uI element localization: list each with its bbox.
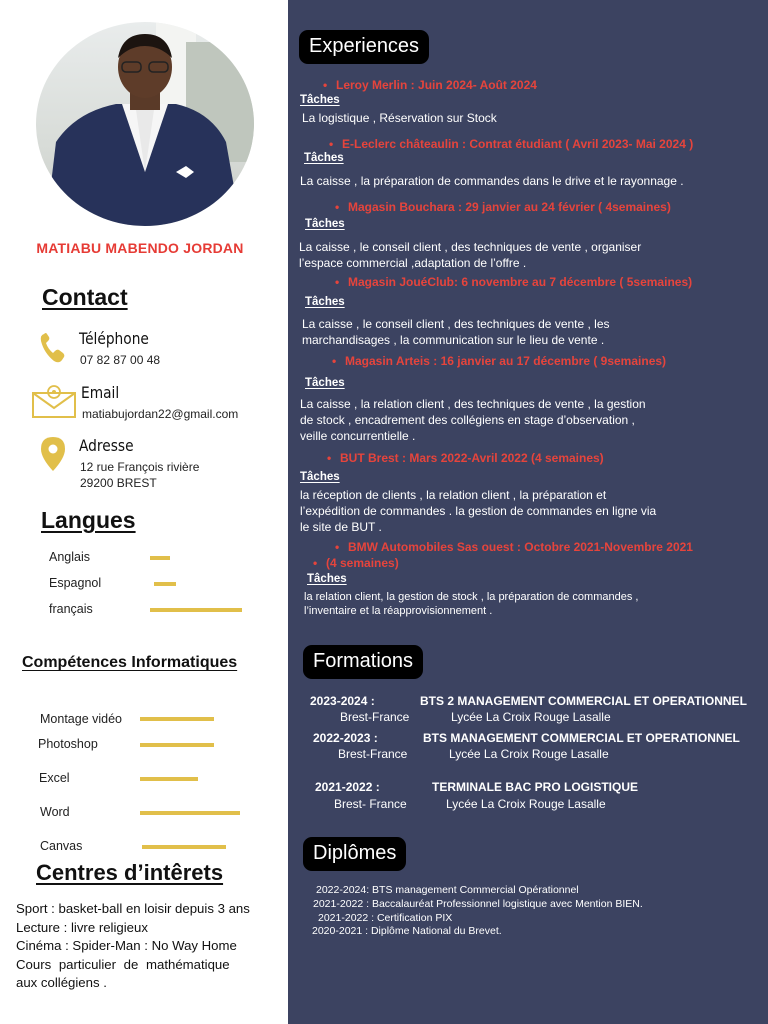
skill-level-bar bbox=[142, 845, 226, 849]
skill-level-bar bbox=[140, 811, 240, 815]
interests-list bbox=[16, 900, 266, 993]
experience-desc: le site de BUT . bbox=[300, 520, 382, 534]
experience-desc: La caisse , la relation client , des techniques de vente , la gestion bbox=[300, 397, 646, 411]
language-label: Anglais bbox=[49, 550, 90, 564]
skill-label: Montage vidéo bbox=[40, 712, 123, 726]
address-label: Adresse bbox=[79, 436, 134, 455]
experience-desc: marchandisages , la communication sur le lieu de vente . bbox=[302, 333, 605, 347]
formation-year: 2021-2022 : bbox=[315, 780, 380, 794]
formation-school: Lycée La Croix Rouge Lasalle bbox=[446, 797, 606, 811]
formation-city: Brest-France bbox=[338, 747, 408, 761]
languages-heading: Langues bbox=[41, 507, 136, 533]
diploma-line: 2020-2021 : Diplôme National du Brevet. bbox=[312, 925, 502, 938]
email-icon bbox=[32, 383, 76, 423]
formation-title: TERMINALE BAC PRO LOGISTIQUE bbox=[432, 780, 639, 794]
experience-desc: l’inventaire et la réapprovisionnement . bbox=[304, 605, 493, 617]
skill-level-bar bbox=[140, 743, 214, 747]
skill-level-bar bbox=[140, 717, 214, 721]
interest-line: aux collégiens . bbox=[16, 975, 107, 990]
experience-desc: la relation client, la gestion de stock , la préparation de commandes , bbox=[304, 591, 639, 603]
experience-desc: La caisse , le conseil client , des techniques de vente , organiser bbox=[299, 240, 642, 254]
experience-desc: l’expédition de commandes . la gestion de commandes en ligne via bbox=[300, 504, 657, 518]
tasks-label: Tâches bbox=[304, 152, 344, 164]
diploma-line: 2021-2022 : Baccalauréat Professionnel logistique avec Mention BIEN. bbox=[313, 897, 643, 910]
experience-desc: la réception de clients , la relation client , la préparation et bbox=[300, 488, 607, 502]
language-level-bar bbox=[150, 608, 242, 612]
diplomes-list bbox=[314, 884, 643, 939]
experience-desc: La caisse , la préparation de commandes dans le drive et le rayonnage . bbox=[300, 174, 684, 188]
skill-level-bar bbox=[140, 777, 198, 781]
formation-school: Lycée La Croix Rouge Lasalle bbox=[449, 747, 609, 761]
language-label: français bbox=[49, 602, 93, 616]
address-line2: 29200 BREST bbox=[80, 476, 157, 490]
diploma-line: 2021-2022 : Certification PIX bbox=[318, 911, 453, 924]
interest-line: Cours particulier de mathématique bbox=[16, 956, 230, 972]
tasks-label: Tâches bbox=[300, 94, 340, 106]
skill-label: Word bbox=[40, 805, 70, 819]
skill-label: Canvas bbox=[40, 839, 83, 853]
person-silhouette-icon bbox=[36, 22, 254, 226]
experience-desc: l’espace commercial ,adaptation de l’offre . bbox=[299, 256, 527, 270]
experiences-heading: Experiences bbox=[299, 30, 429, 64]
full-name: MATIABU MABENDO JORDAN bbox=[36, 240, 244, 256]
experience-desc: veille concurrentielle . bbox=[300, 429, 416, 443]
phone-icon bbox=[38, 331, 66, 369]
formation-city: Brest- France bbox=[334, 797, 407, 811]
experience-title: • Magasin Bouchara : 29 janvier au 24 février ( 4semaines) bbox=[348, 199, 671, 215]
tasks-label: Tâches bbox=[300, 471, 340, 483]
formation-city: Brest-France bbox=[340, 710, 410, 724]
tasks-label: Tâches bbox=[307, 573, 347, 585]
experience-title: • E-Leclerc châteaulin : Contrat étudiant ( Avril 2023- Mai 2024 ) bbox=[342, 136, 693, 152]
phone-label: Téléphone bbox=[79, 329, 149, 348]
experience-title-cont: • (4 semaines) bbox=[326, 555, 399, 571]
formation-year: 2023-2024 : bbox=[310, 694, 375, 708]
left-column bbox=[0, 0, 288, 1024]
experience-title: • BUT Brest : Mars 2022-Avril 2022 (4 semaines) bbox=[340, 450, 604, 466]
formation-school: Lycée La Croix Rouge Lasalle bbox=[451, 710, 611, 724]
language-level-bar bbox=[150, 556, 170, 560]
tasks-label: Tâches bbox=[305, 218, 345, 230]
profile-photo bbox=[36, 22, 254, 226]
experience-title: • Magasin JouéClub: 6 novembre au 7 décembre ( 5semaines) bbox=[348, 274, 692, 290]
experience-title: • BMW Automobiles Sas ouest : Octobre 2021-Novembre 2021 bbox=[348, 539, 693, 555]
address-line1: 12 rue François rivière bbox=[80, 460, 200, 474]
contact-heading: Contact bbox=[42, 284, 128, 310]
experience-desc: La logistique , Réservation sur Stock bbox=[302, 111, 497, 125]
experience-title: • Magasin Arteis : 16 janvier au 17 décembre ( 9semaines) bbox=[345, 353, 666, 369]
experience-desc: de stock , encadrement des collégiens en stage d’observation , bbox=[300, 413, 635, 427]
formations-heading: Formations bbox=[303, 645, 423, 679]
tasks-label: Tâches bbox=[305, 377, 345, 389]
skill-label: Excel bbox=[39, 771, 70, 785]
email-label: Email bbox=[81, 383, 120, 402]
formation-title: BTS 2 MANAGEMENT COMMERCIAL ET OPERATIONNEL bbox=[420, 694, 747, 708]
tasks-label: Tâches bbox=[305, 296, 345, 308]
diploma-line: 2022-2024: BTS management Commercial Opérationnel bbox=[316, 884, 579, 896]
phone-value[interactable]: 07 82 87 00 48 bbox=[80, 353, 161, 367]
skills-heading: Compétences Informatiques bbox=[22, 654, 238, 671]
skill-label: Photoshop bbox=[38, 737, 98, 751]
interest-line: Sport : basket-ball en loisir depuis 3 ans bbox=[16, 901, 250, 916]
interests-heading: Centres d’intêrets bbox=[36, 860, 224, 885]
diplomes-heading: Diplômes bbox=[303, 837, 406, 871]
interest-line: Lecture : livre religieux bbox=[16, 919, 148, 935]
email-value[interactable]: matiabujordan22@gmail.com bbox=[82, 407, 239, 421]
interest-line: Cinéma : Spider-Man : No Way Home bbox=[16, 938, 237, 953]
language-level-bar bbox=[154, 582, 176, 586]
formation-title: BTS MANAGEMENT COMMERCIAL ET OPERATIONNEL bbox=[423, 731, 740, 745]
experience-title: • Leroy Merlin : Juin 2024- Août 2024 bbox=[336, 77, 537, 93]
location-pin-icon bbox=[40, 436, 66, 476]
language-label: Espagnol bbox=[49, 576, 102, 590]
experience-desc: La caisse , le conseil client , des techniques de vente , les bbox=[302, 317, 610, 331]
formation-year: 2022-2023 : bbox=[313, 731, 378, 745]
